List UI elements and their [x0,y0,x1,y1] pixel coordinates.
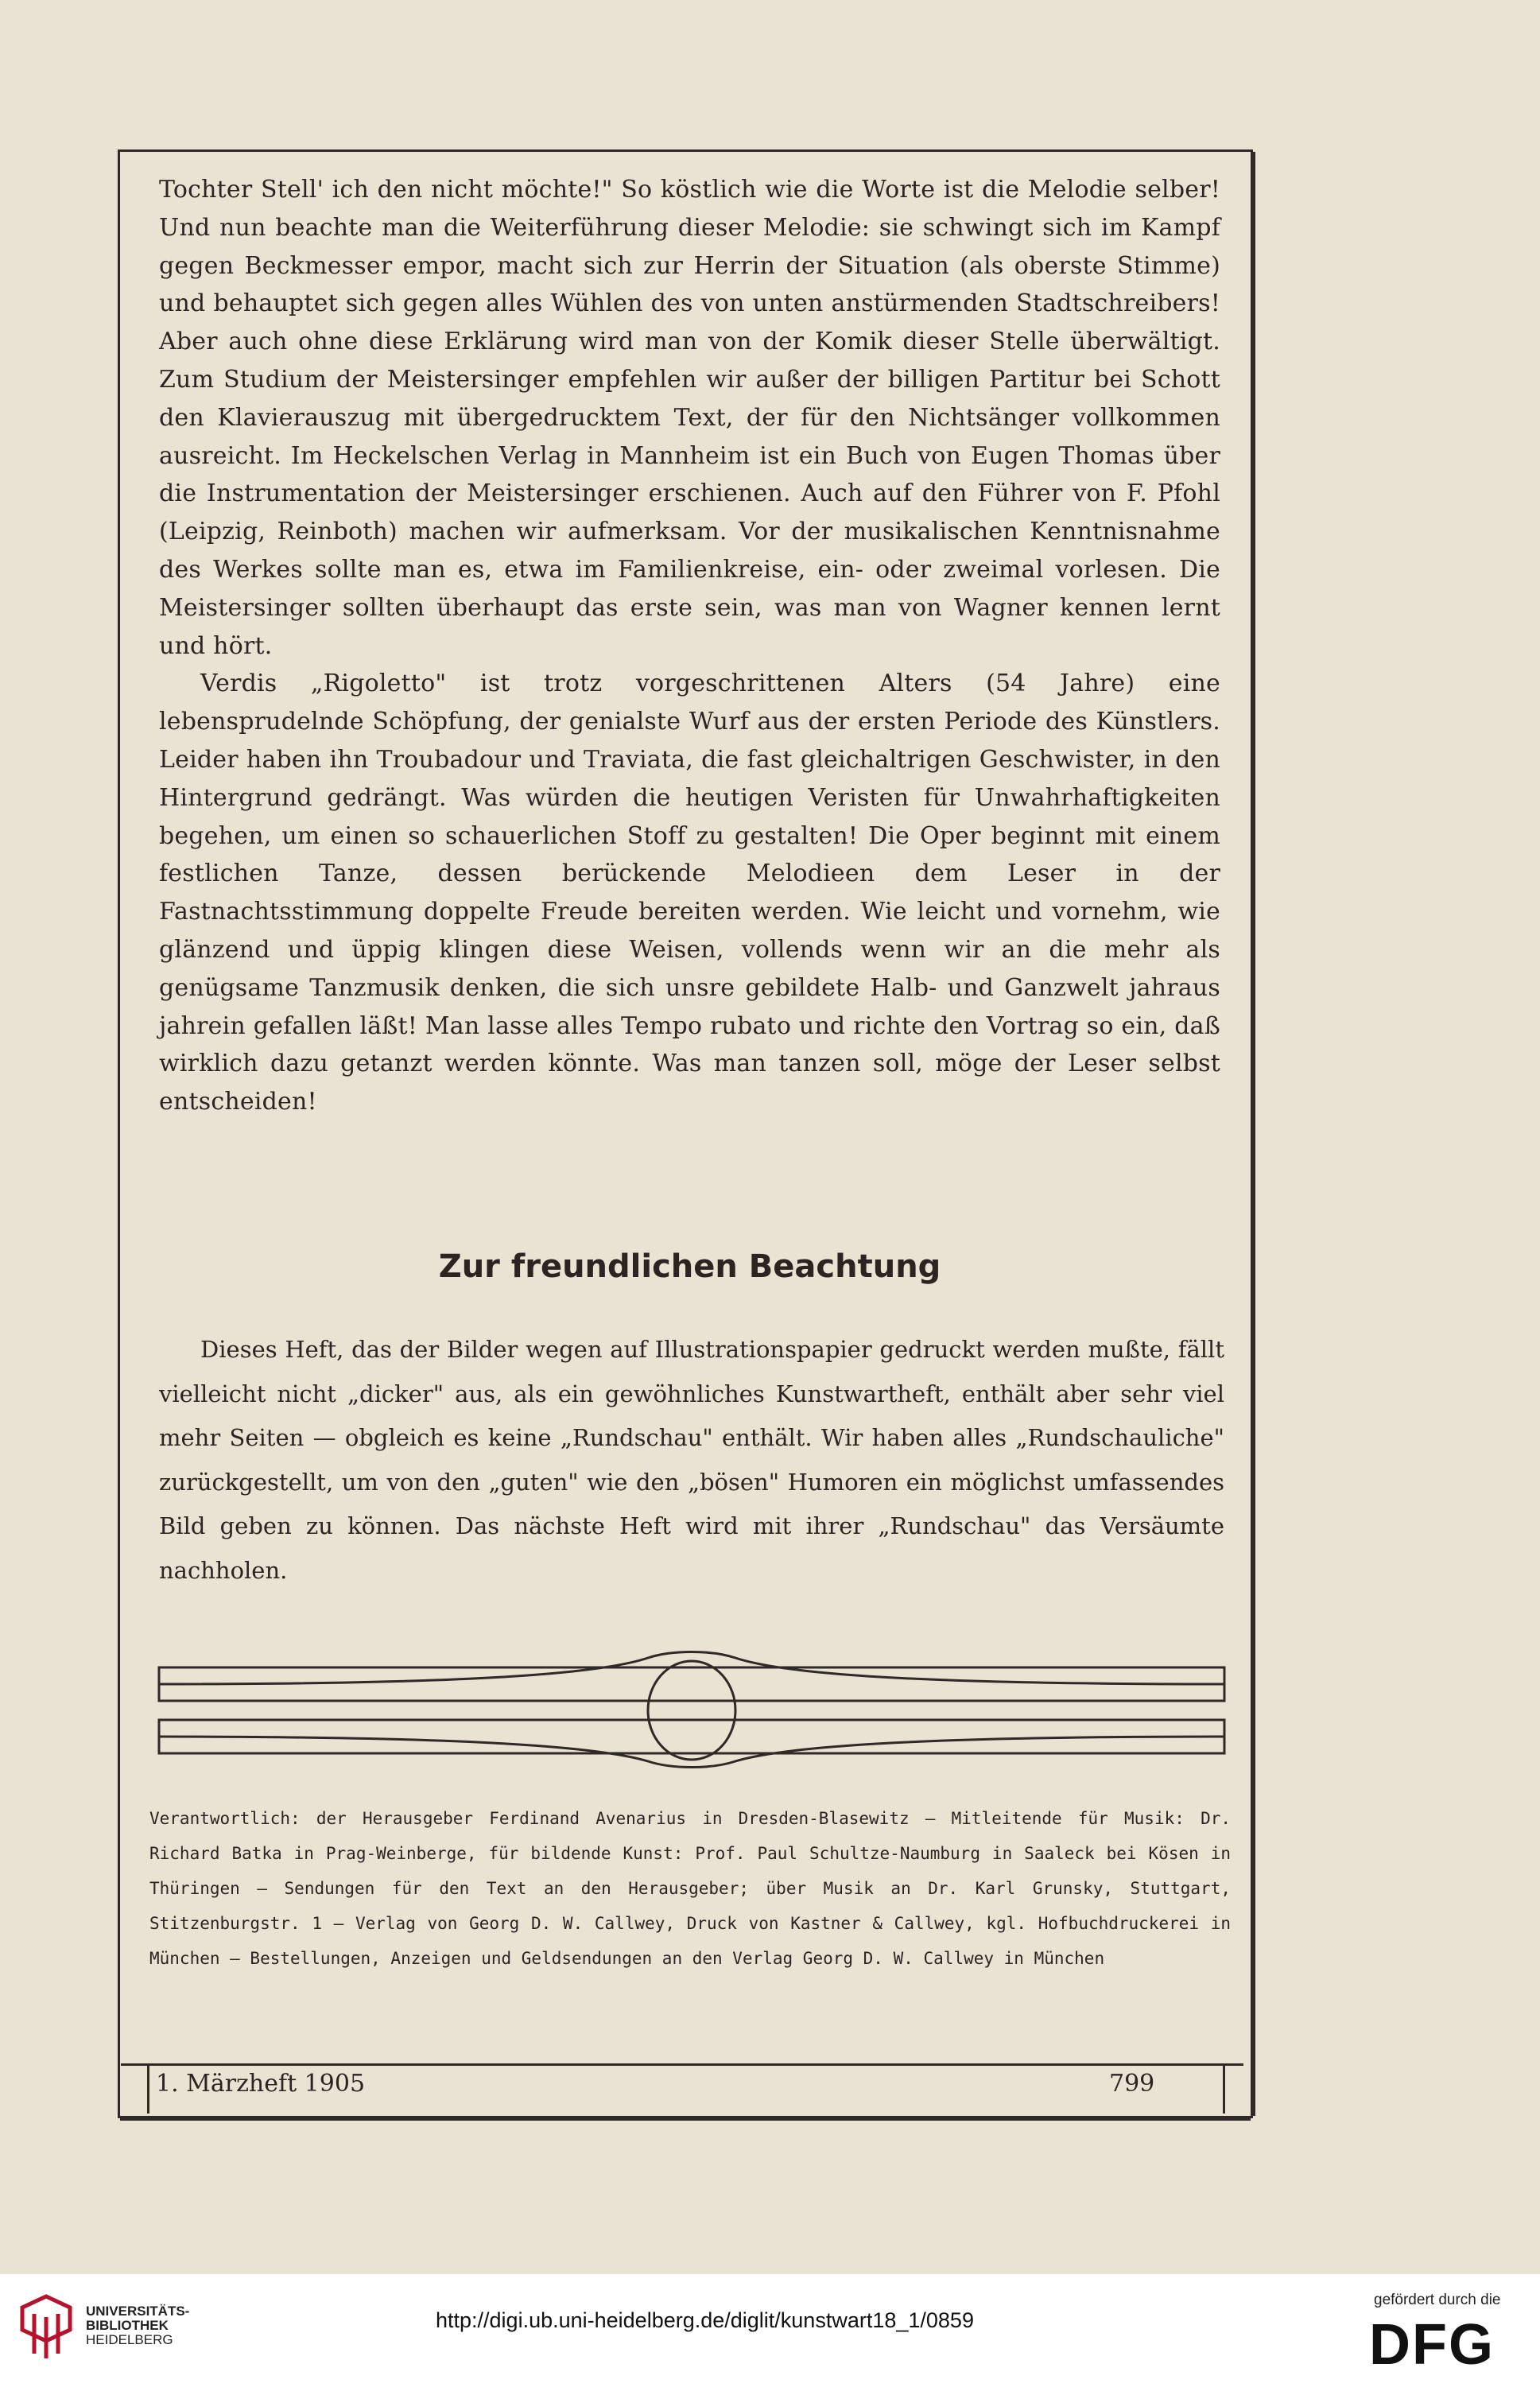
footer-rule [121,2063,1243,2066]
ornament-divider [155,1650,1228,1769]
article-body [159,171,1220,1121]
footer-left-bar [147,2066,149,2113]
library-name-line1: UNIVERSITÄTS- [86,2304,190,2319]
notice-body [159,1328,1224,1593]
library-name-line2: BIBLIOTHEK [86,2318,169,2333]
dfg-logo: DFG [1369,2313,1495,2377]
footer-right-bar [1223,2066,1225,2113]
university-library-logo-icon [14,2290,78,2362]
imprint-block [149,1801,1231,1976]
issue-label: 1. Märzheft 1905 [156,2070,366,2098]
page-number: 799 [1109,2070,1155,2098]
library-name [86,2304,189,2347]
library-name-line3: HEIDELBERG [86,2332,173,2347]
notice-text: Dieses Heft, das der Bilder wegen auf Illustrationspapier gedruckt werden mußte, fällt vielleicht nicht „dicker" aus, als ein gewöhnliches Kunstwartheft, enthält aber sehr viel mehr Seiten — obgleich es keine „Rundschau" enthält. Wir haben alles „Rundschauliche" zurückgestellt, um von den „guten" wie den „bösen" Humoren ein möglichst umfassendes Bild geben zu können. Das nächste Heft wird mit ihrer „Rundschau" das Versäumte nachholen. [159,1336,1224,1584]
paragraph-meistersinger: Tochter Stell' ich den nicht möchte!" So köstlich wie die Worte ist die Melodie selber! Und nun beachte man die Weiterführung dieser Melodie: sie schwingt sich im Kampf gegen Beckmesser empor, macht sich zur Herrin der Situation (als oberste Stimme) und behauptet sich gegen alles Wühlen des von unten anstürmenden Stadtschreibers! Aber auch ohne diese Erklärung wird man von der Komik dieser Stelle überwältigt. Zum Studium der Meistersinger empfehlen wir außer der billigen Partitur bei Schott den Klavierauszug mit übergedrucktem Text, der für den Nichtsänger vollkommen ausreicht. Im Heckelschen Verlag in Mannheim ist ein Buch von Eugen Thomas über die Instrumentation der Meistersinger erschienen. Auch auf den Führer von F. Pfohl (Leipzig, Reinboth) machen wir aufmerksam. Vor der musikalischen Kenntnisnahme des Werkes sollte man es, etwa im Familienkreise, ein- oder zweimal vorlesen. Die Meistersinger sollten überhaupt das erste sein, was man von Wagner kennen lernt und hört. [159,176,1220,660]
imprint-text: Verantwortlich: der Herausgeber Ferdinand Avenarius in Dresden-Blasewitz – Mitleitende für Musik: Dr. Richard Batka in Prag-Weinberge, für bildende Kunst: Prof. Paul Schultze-Naumburg in Saaleck bei Kösen in Thüringen — Sendungen für den Text an den Herausgeber; über Musik an Dr. Karl Grunsky, Stuttgart, Stitzenburgstr. 1 — Verlag von Georg D. W. Callwey, Druck von Kastner & Callwey, kgl. Hofbuchdruckerei in München — Bestellungen, Anzeigen und Geldsendungen an den Verlag Georg D. W. Callwey in München [149,1809,1231,1968]
notice-heading: Zur freundlichen Beachtung [438,1248,941,1285]
paragraph-rigoletto: Verdis „Rigoletto" ist trotz vorgeschrittenen Alters (54 Jahre) eine lebensprudelnde Schöpfung, der genialste Wurf aus der ersten Periode des Künstlers. Leider haben ihn Troubadour und Traviata, die fast gleichaltrigen Geschwister, in den Hintergrund gedrängt. Was würden die heutigen Veristen für Unwahrhaftigkeiten begehen, um einen so schauerlichen Stoff zu gestalten! Die Oper beginnt mit einem festlichen Tanze, dessen berückende Melodieen dem Leser in der Fastnachtsstimmung doppelte Freude bereiten werden. Wie leicht und vornehm, wie glänzend und üppig klingen diese Weisen, vollends wenn wir an die mehr als genügsame Tanzmusik denken, die sich unsre gebildete Halb- und Ganzwelt jahraus jahrein gefallen läßt! Man lasse alles Tempo rubato und richte den Vortrag so ein, daß wirklich dazu getanzt werden könnte. Was man tanzen soll, möge der Leser selbst entscheiden! [159,670,1220,1116]
permalink-url[interactable]: http://digi.ub.uni-heidelberg.de/diglit/kunstwart18_1/0859 [436,2308,974,2332]
funding-caption: gefördert durch die [1374,2292,1501,2308]
